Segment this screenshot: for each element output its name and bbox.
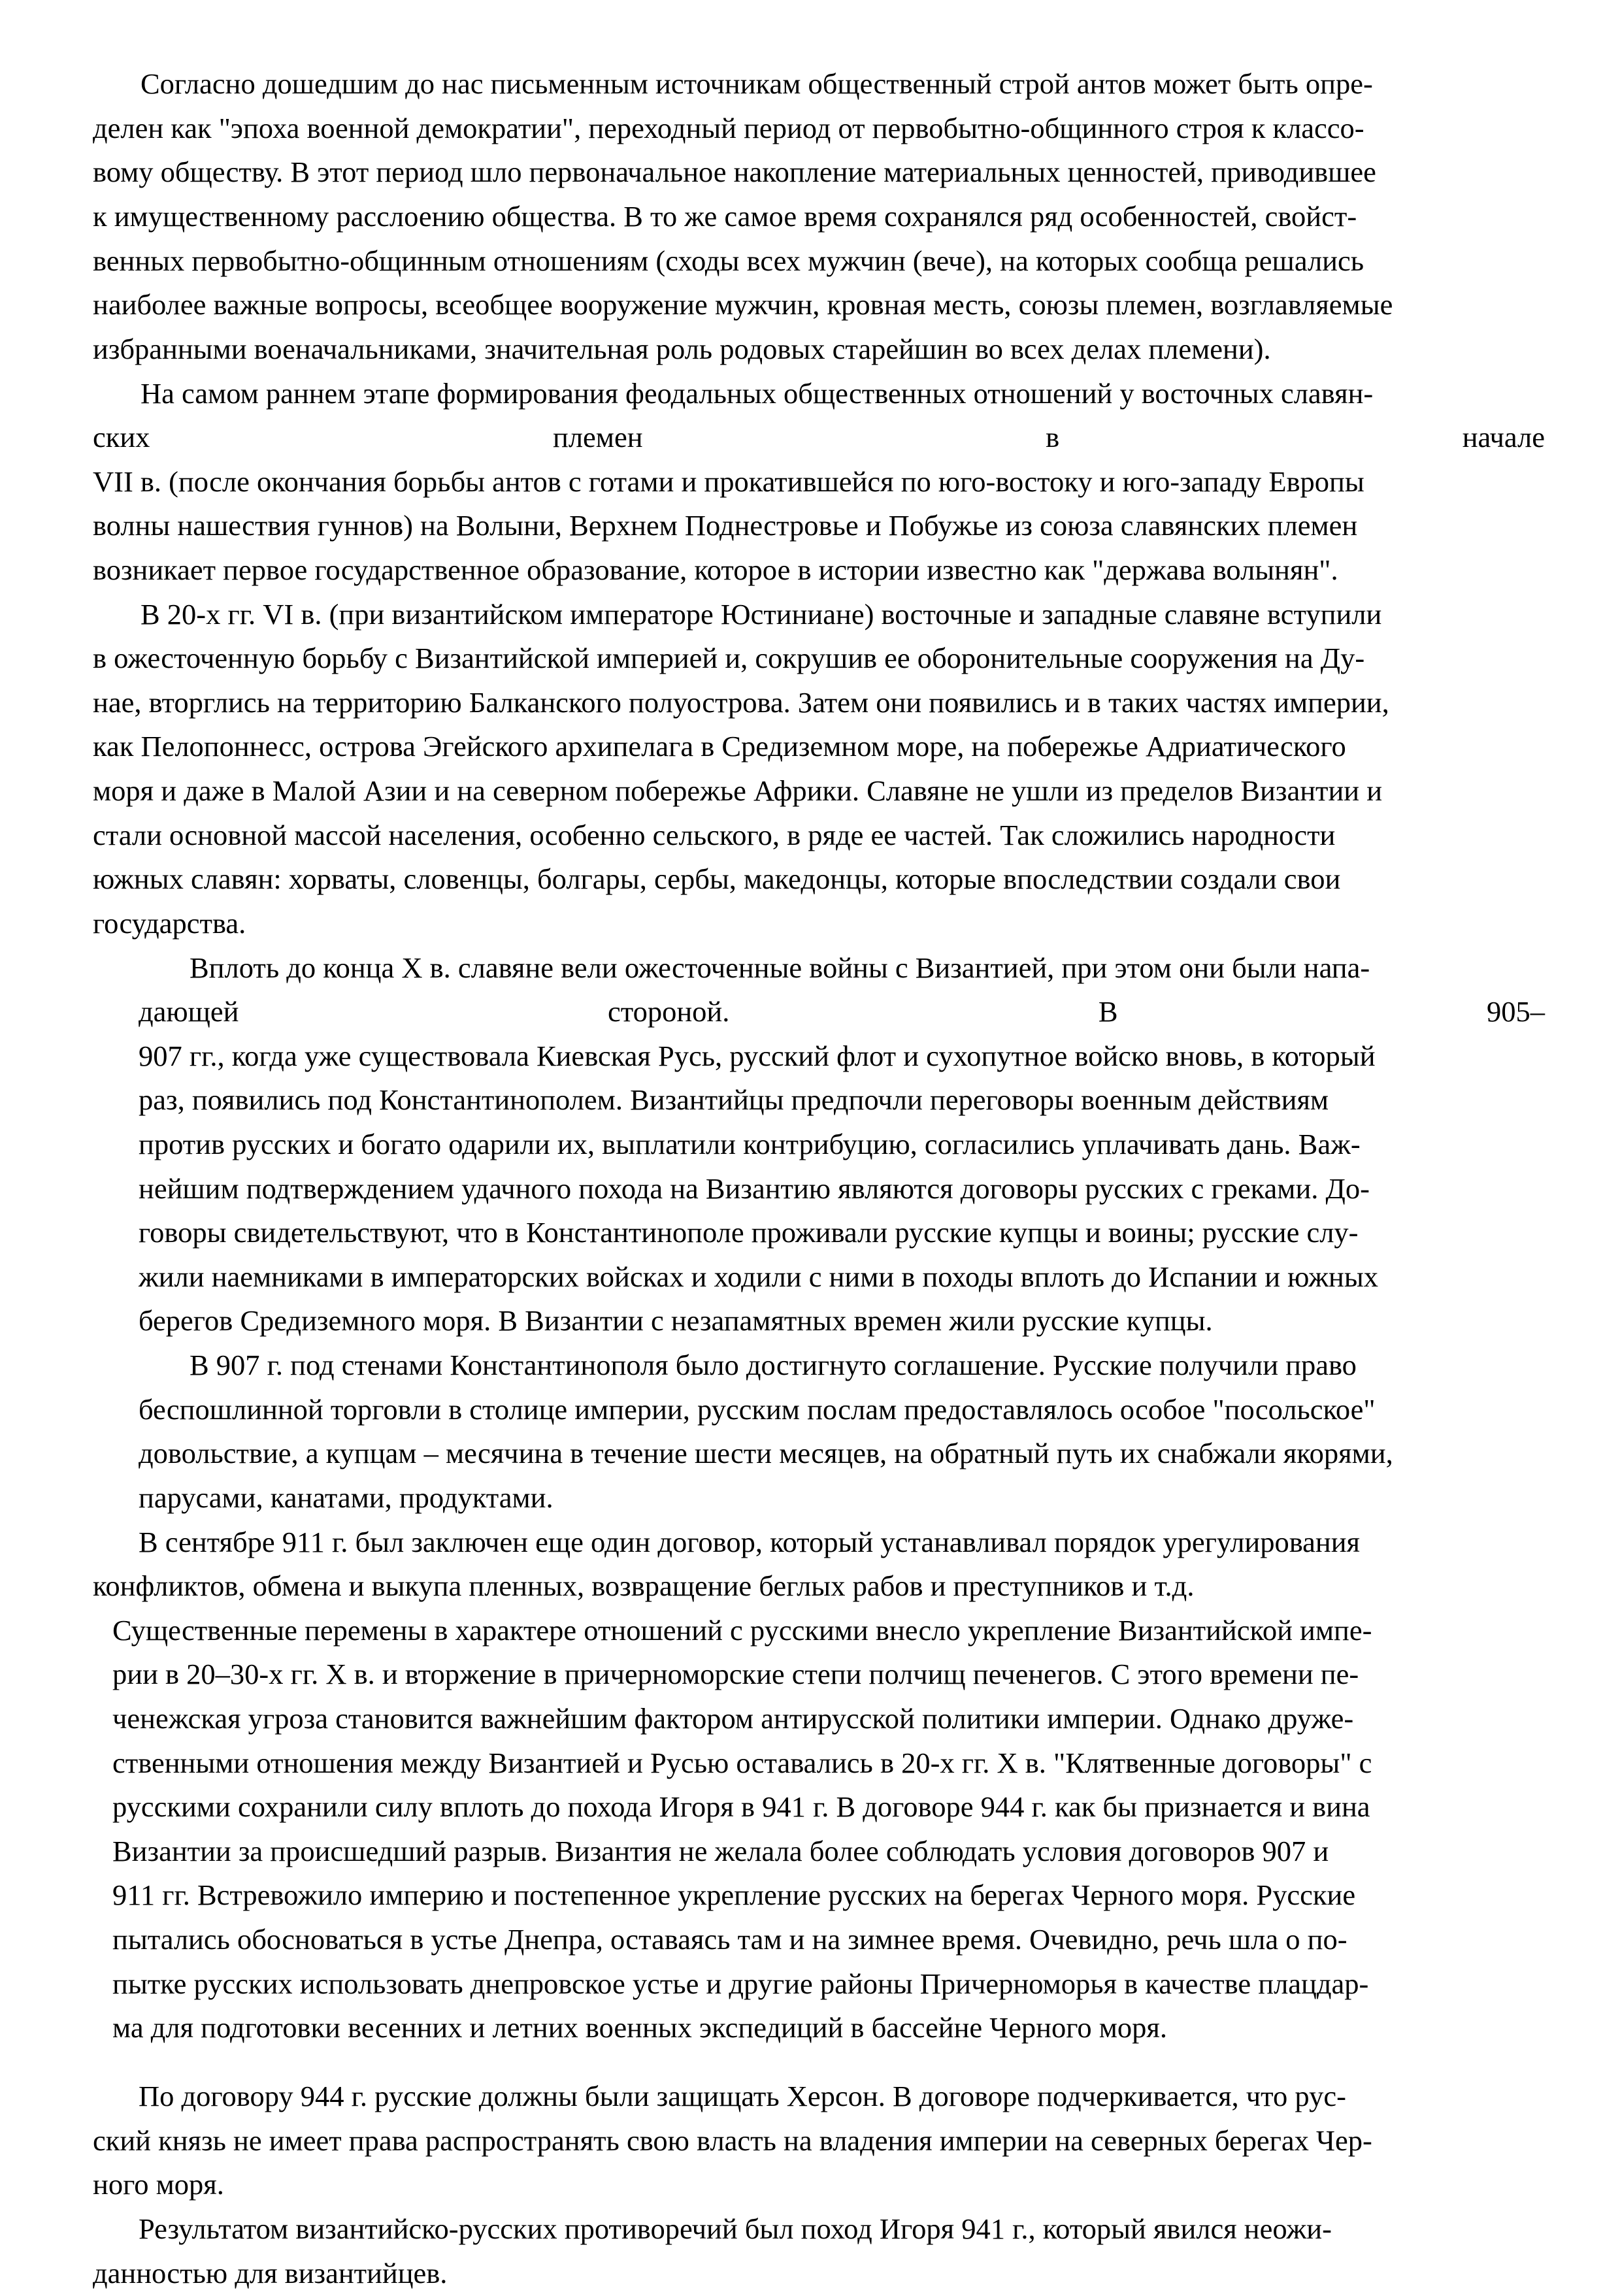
text-line: возникает первое государственное образование, которое в истории известно как "держава волынян".	[93, 553, 1338, 586]
text-line: государства.	[93, 907, 246, 940]
word: В	[1098, 995, 1118, 1028]
text-line: В сентябре 911 г. был заключен еще один договор, который устанавливал порядок урегулирования	[139, 1526, 1360, 1558]
text-line: ственными отношения между Византией и Русью оставались в 20-х гг. X в. "Клятвенные договоры" с	[112, 1747, 1372, 1779]
text-line: стали основной массой населения, особенно сельского, в ряде ее частей. Так сложились народности	[93, 819, 1336, 851]
text-line: как Пелопоннесс, острова Эгейского архипелага в Средиземном море, на побережье Адриатического	[93, 730, 1346, 763]
text-line: нае, вторглись на территорию Балканского полуострова. Затем они появились и в таких частях империи,	[93, 686, 1389, 719]
text-line: наиболее важные вопросы, всеобщее вооружение мужчин, кровная месть, союзы племен, возглавляемые	[93, 288, 1393, 321]
text-line: В 907 г. под стенами Константинополя было достигнуто соглашение. Русские получили право	[190, 1349, 1357, 1381]
text-line: В 20-х гг. VI в. (при византийском императоре Юстиниане) восточные и западные славяне вступили	[141, 598, 1382, 631]
text-line: берегов Средиземного моря. В Византии с незапамятных времен жили русские купцы.	[139, 1304, 1213, 1337]
word: стороной.	[607, 995, 730, 1028]
text-line: ский князь не имеет права распространять свою власть на владения империи на северных берегах Чер-	[93, 2124, 1372, 2157]
text-line	[93, 416, 1545, 460]
text-line: ма для подготовки весенних и летних военных экспедиций в бассейне Черного моря.	[112, 2011, 1168, 2044]
text-line: нейшим подтверждением удачного похода на Византию являются договоры русских с греками. До-	[139, 1172, 1370, 1205]
text-line: Согласно дошедшим до нас письменным источникам общественный строй антов может быть опре-	[141, 67, 1373, 100]
word: дающей	[139, 995, 239, 1028]
text-line: конфликтов, обмена и выкупа пленных, возвращение беглых рабов и преступников и т.д.	[93, 1569, 1195, 1602]
text-line: ного моря.	[93, 2168, 224, 2201]
word: племен	[553, 421, 643, 453]
text-line: данностью для византийцев.	[93, 2257, 448, 2289]
text-line: вому обществу. В этот период шло первоначальное накопление материальных ценностей, приводившее	[93, 156, 1376, 188]
text-line: Вплоть до конца X в. славяне вели ожесточенные войны с Византией, при этом они были напа-	[190, 951, 1370, 984]
text-line: Византии за происшедший разрыв. Византия не желала более соблюдать условия договоров 907 и	[112, 1835, 1329, 1867]
text-line: ченежская угроза становится важнейшим фактором антирусской политики империи. Однако друже-	[112, 1702, 1354, 1735]
text-line: моря и даже в Малой Азии и на северном побережье Африки. Славяне не ушли из пределов Византии и	[93, 774, 1383, 807]
text-line: избранными военачальниками, значительная роль родовых старейшин во всех делах племени).	[93, 333, 1271, 365]
text-line: 907 гг., когда уже существовала Киевская Русь, русский флот и сухопутное войско вновь, в который	[139, 1040, 1376, 1072]
text-line: пытались обосноваться в устье Днепра, оставаясь там и на зимнее время. Очевидно, речь шла о по-	[112, 1923, 1347, 1956]
text-line: довольствие, а купцам – месячина в течение шести месяцев, на обратный путь их снабжали якорями,	[139, 1437, 1393, 1469]
text-line: в ожесточенную борьбу с Византийской империей и, сокрушив ее оборонительные сооружения на Ду-	[93, 642, 1365, 674]
word: начале	[1462, 421, 1545, 453]
text-line: раз, появились под Константинополем. Византийцы предпочли переговоры военным действиям	[139, 1083, 1329, 1116]
text-line: пытке русских использовать днепровское устье и другие районы Причерноморья в качестве плацдар-	[112, 1967, 1369, 2000]
text-line: 911 гг. Встревожило империю и постепенное укрепление русских на берегах Черного моря. Русские	[112, 1878, 1356, 1911]
word: в	[1046, 421, 1060, 453]
text-line: говоры свидетельствуют, что в Константинополе проживали русские купцы и воины; русские слу-	[139, 1216, 1359, 1249]
word: 905–	[1486, 995, 1545, 1028]
text-line: Результатом византийско-русских противоречий был поход Игоря 941 г., который явился неожи-	[139, 2212, 1332, 2245]
text-line: венных первобытно-общинным отношениям (сходы всех мужчин (вече), на которых сообща решались	[93, 244, 1364, 277]
text-line: делен как "эпоха военной демократии", переходный период от первобытно-общинного строя к классо-	[93, 112, 1364, 144]
text-line: к имущественному расслоению общества. В то же самое время сохранялся ряд особенностей, свойст-	[93, 200, 1357, 233]
text-line: На самом раннем этапе формирования феодальных общественных отношений у восточных славян-	[141, 377, 1374, 410]
text-line: парусами, канатами, продуктами.	[139, 1481, 554, 1514]
text-line: против русских и богато одарили их, выплатили контрибуцию, согласились уплачивать дань. Важ-	[139, 1128, 1361, 1160]
text-line	[139, 990, 1545, 1034]
text-line: волны нашествия гуннов) на Волыни, Верхнем Поднестровье и Побужье из союза славянских племен	[93, 509, 1358, 542]
text-line: беспошлинной торговли в столице империи, русским послам предоставлялось особое "посольское"	[139, 1393, 1376, 1426]
text-line: рии в 20–30-х гг. X в. и вторжение в причерноморские степи полчищ печенегов. С этого времени пе-	[112, 1658, 1359, 1690]
text-line: VII в. (после окончания борьбы антов с готами и прокатившейся по юго-востоку и юго-западу Европы	[93, 465, 1364, 498]
word: ских	[93, 421, 150, 453]
text-line: русскими сохранили силу вплоть до похода Игоря в 941 г. В договоре 944 г. как бы признается и вина	[112, 1790, 1370, 1823]
text-line: жили наемниками в императорских войсках и ходили с ними в походы вплоть до Испании и южных	[139, 1260, 1378, 1293]
text-line: Существенные перемены в характере отношений с русскими внесло укрепление Византийской импе-	[112, 1614, 1372, 1647]
text-line: По договору 944 г. русские должны были защищать Херсон. В договоре подчеркивается, что рус-	[139, 2080, 1346, 2112]
text-line: южных славян: хорваты, словенцы, болгары, сербы, македонцы, которые впоследствии создали свои	[93, 862, 1341, 895]
